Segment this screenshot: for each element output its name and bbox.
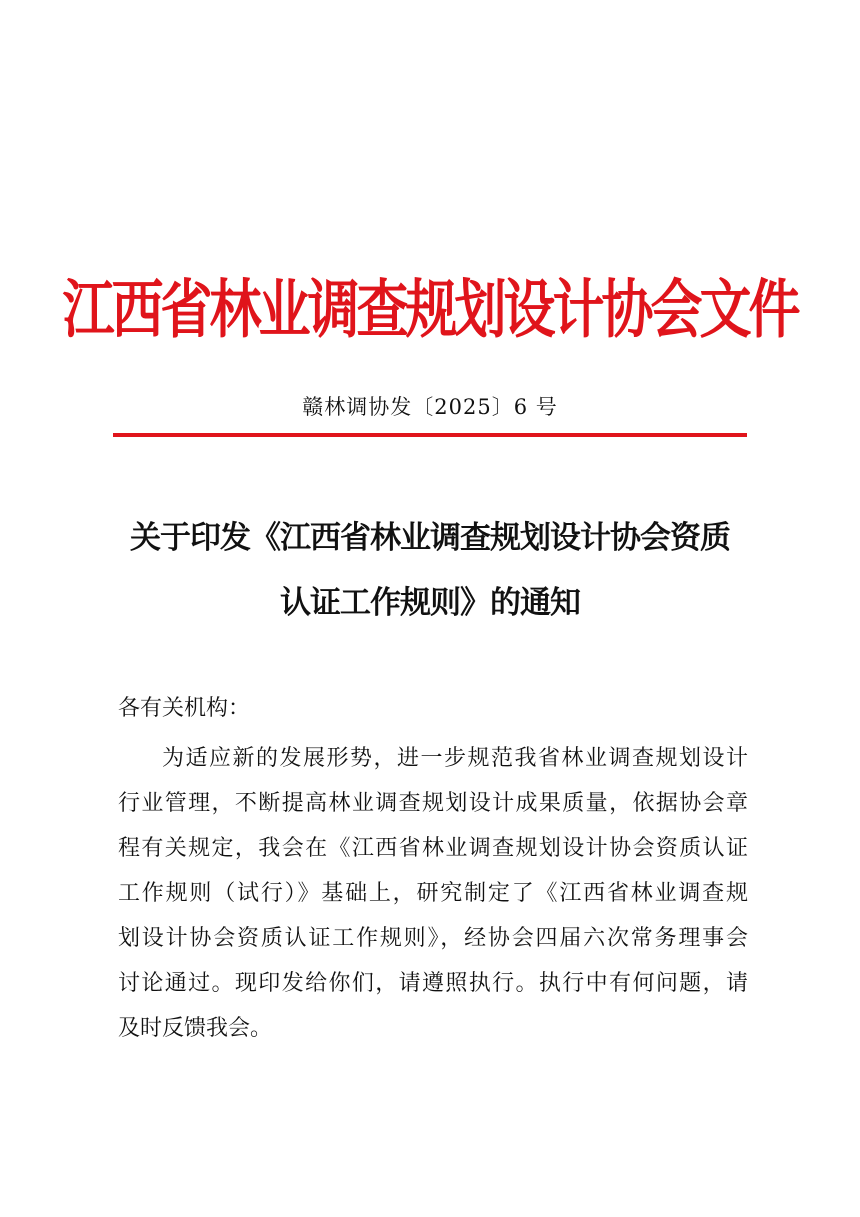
body-line: 为适应新的发展形势，进一步规范我省林业调查规划设计: [162, 746, 748, 771]
red-divider: [113, 433, 747, 437]
notice-title: [0, 510, 860, 631]
notice-title-line-2: 认证工作规则》的通知: [280, 585, 580, 621]
body-line: 程有关规定，我会在《江西省林业调查规划设计协会资质认证: [118, 836, 748, 861]
document-number: 赣林调协发〔2025〕6 号: [302, 395, 558, 419]
notice-body: [118, 736, 748, 1051]
salutation: 各有关机构：: [118, 696, 251, 721]
body-line: 及时反馈我会。: [118, 1016, 273, 1041]
notice-title-line-1: 关于印发《江西省林业调查规划设计协会资质: [130, 520, 730, 556]
body-line: 工作规则（试行）》基础上，研究制定了《江西省林业调查规: [118, 881, 748, 906]
body-line: 讨论通过。现印发给你们，请遵照执行。执行中有何问题，请: [118, 971, 748, 996]
body-line: 行业管理，不断提高林业调查规划设计成果质量，依据协会章: [118, 791, 748, 816]
body-line: 划设计协会资质认证工作规则》，经协会四届六次常务理事会: [118, 926, 748, 951]
masthead-title: 江西省林业调查规划设计协会文件: [62, 274, 798, 348]
